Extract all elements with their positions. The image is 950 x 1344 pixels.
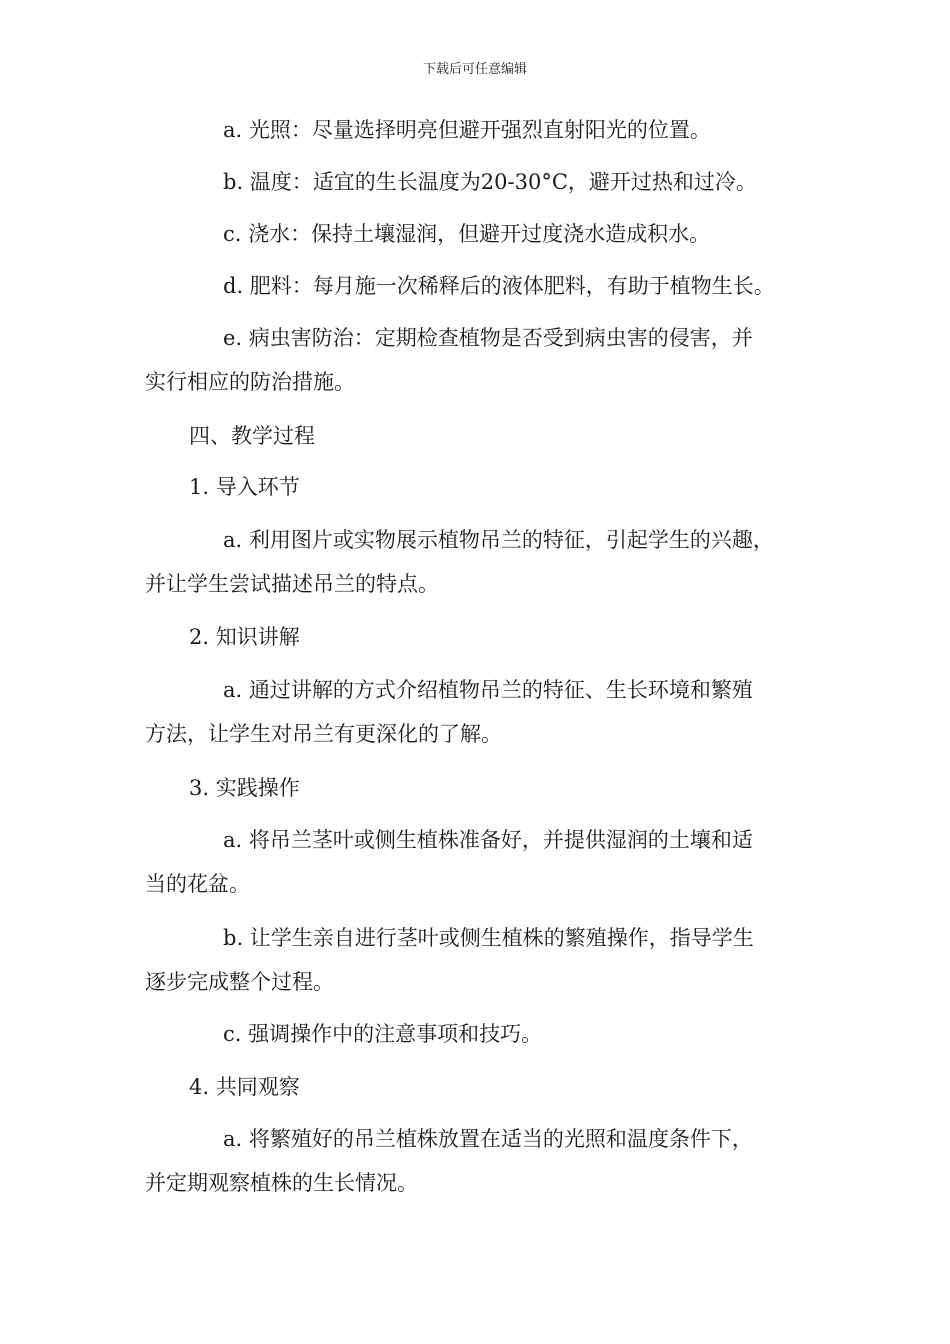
step-4-heading — [145, 1065, 805, 1109]
step-3-heading — [145, 766, 805, 810]
paragraph-line: a. 利用图片或实物展示植物吊兰的特征，引起学生的兴趣， — [223, 528, 774, 552]
paragraph-line: a. 光照：尽量选择明亮但避开强烈直射阳光的位置。 — [223, 118, 711, 142]
step-3-a-paragraph — [145, 818, 805, 906]
step-heading-text: 2. 知识讲解 — [189, 625, 300, 649]
care-light-paragraph — [145, 108, 805, 152]
page-header: 下载后可任意编辑 — [422, 62, 527, 77]
care-pest-paragraph — [145, 316, 805, 404]
step-1-heading — [145, 465, 805, 509]
step-3-b-paragraph — [145, 916, 805, 1004]
step-4-a-paragraph — [145, 1117, 805, 1205]
step-2-heading — [145, 615, 805, 659]
paragraph-line: 逐步完成整个过程。 — [145, 970, 334, 994]
paragraph-line: e. 病虫害防治：定期检查植物是否受到病虫害的侵害，并 — [223, 326, 753, 350]
care-temperature-paragraph — [145, 160, 805, 204]
paragraph-line: c. 强调操作中的注意事项和技巧。 — [223, 1022, 543, 1046]
paragraph-line: 方法，让学生对吊兰有更深化的了解。 — [145, 722, 502, 746]
paragraph-line: c. 浇水：保持土壤湿润，但避开过度浇水造成积水。 — [223, 222, 711, 246]
section-heading-teaching-process — [145, 414, 805, 458]
step-heading-text: 1. 导入环节 — [189, 475, 300, 499]
step-2-a-paragraph — [145, 668, 805, 756]
paragraph-line: b. 温度：适宜的生长温度为20-30°C，避开过热和过冷。 — [223, 170, 757, 194]
paragraph-line: 实行相应的防治措施。 — [145, 370, 355, 394]
paragraph-line: 并定期观察植株的生长情况。 — [145, 1171, 418, 1195]
paragraph-line: a. 将繁殖好的吊兰植株放置在适当的光照和温度条件下， — [223, 1127, 753, 1151]
paragraph-line: a. 将吊兰茎叶或侧生植株准备好，并提供湿润的土壤和适 — [223, 828, 753, 852]
paragraph-line: a. 通过讲解的方式介绍植物吊兰的特征、生长环境和繁殖 — [223, 678, 753, 702]
step-1-a-paragraph — [145, 518, 805, 606]
step-3-c-paragraph — [145, 1012, 805, 1056]
step-heading-text: 4. 共同观察 — [189, 1075, 300, 1099]
paragraph-line: 当的花盆。 — [145, 872, 250, 896]
section-heading-text: 四、教学过程 — [189, 424, 315, 448]
paragraph-line: b. 让学生亲自进行茎叶或侧生植株的繁殖操作，指导学生 — [223, 926, 754, 950]
step-heading-text: 3. 实践操作 — [189, 776, 300, 800]
paragraph-line: d. 肥料：每月施一次稀释后的液体肥料，有助于植物生长。 — [223, 274, 775, 298]
paragraph-line: 并让学生尝试描述吊兰的特点。 — [145, 572, 439, 596]
care-watering-paragraph — [145, 212, 805, 256]
care-fertilizer-paragraph — [145, 264, 805, 308]
